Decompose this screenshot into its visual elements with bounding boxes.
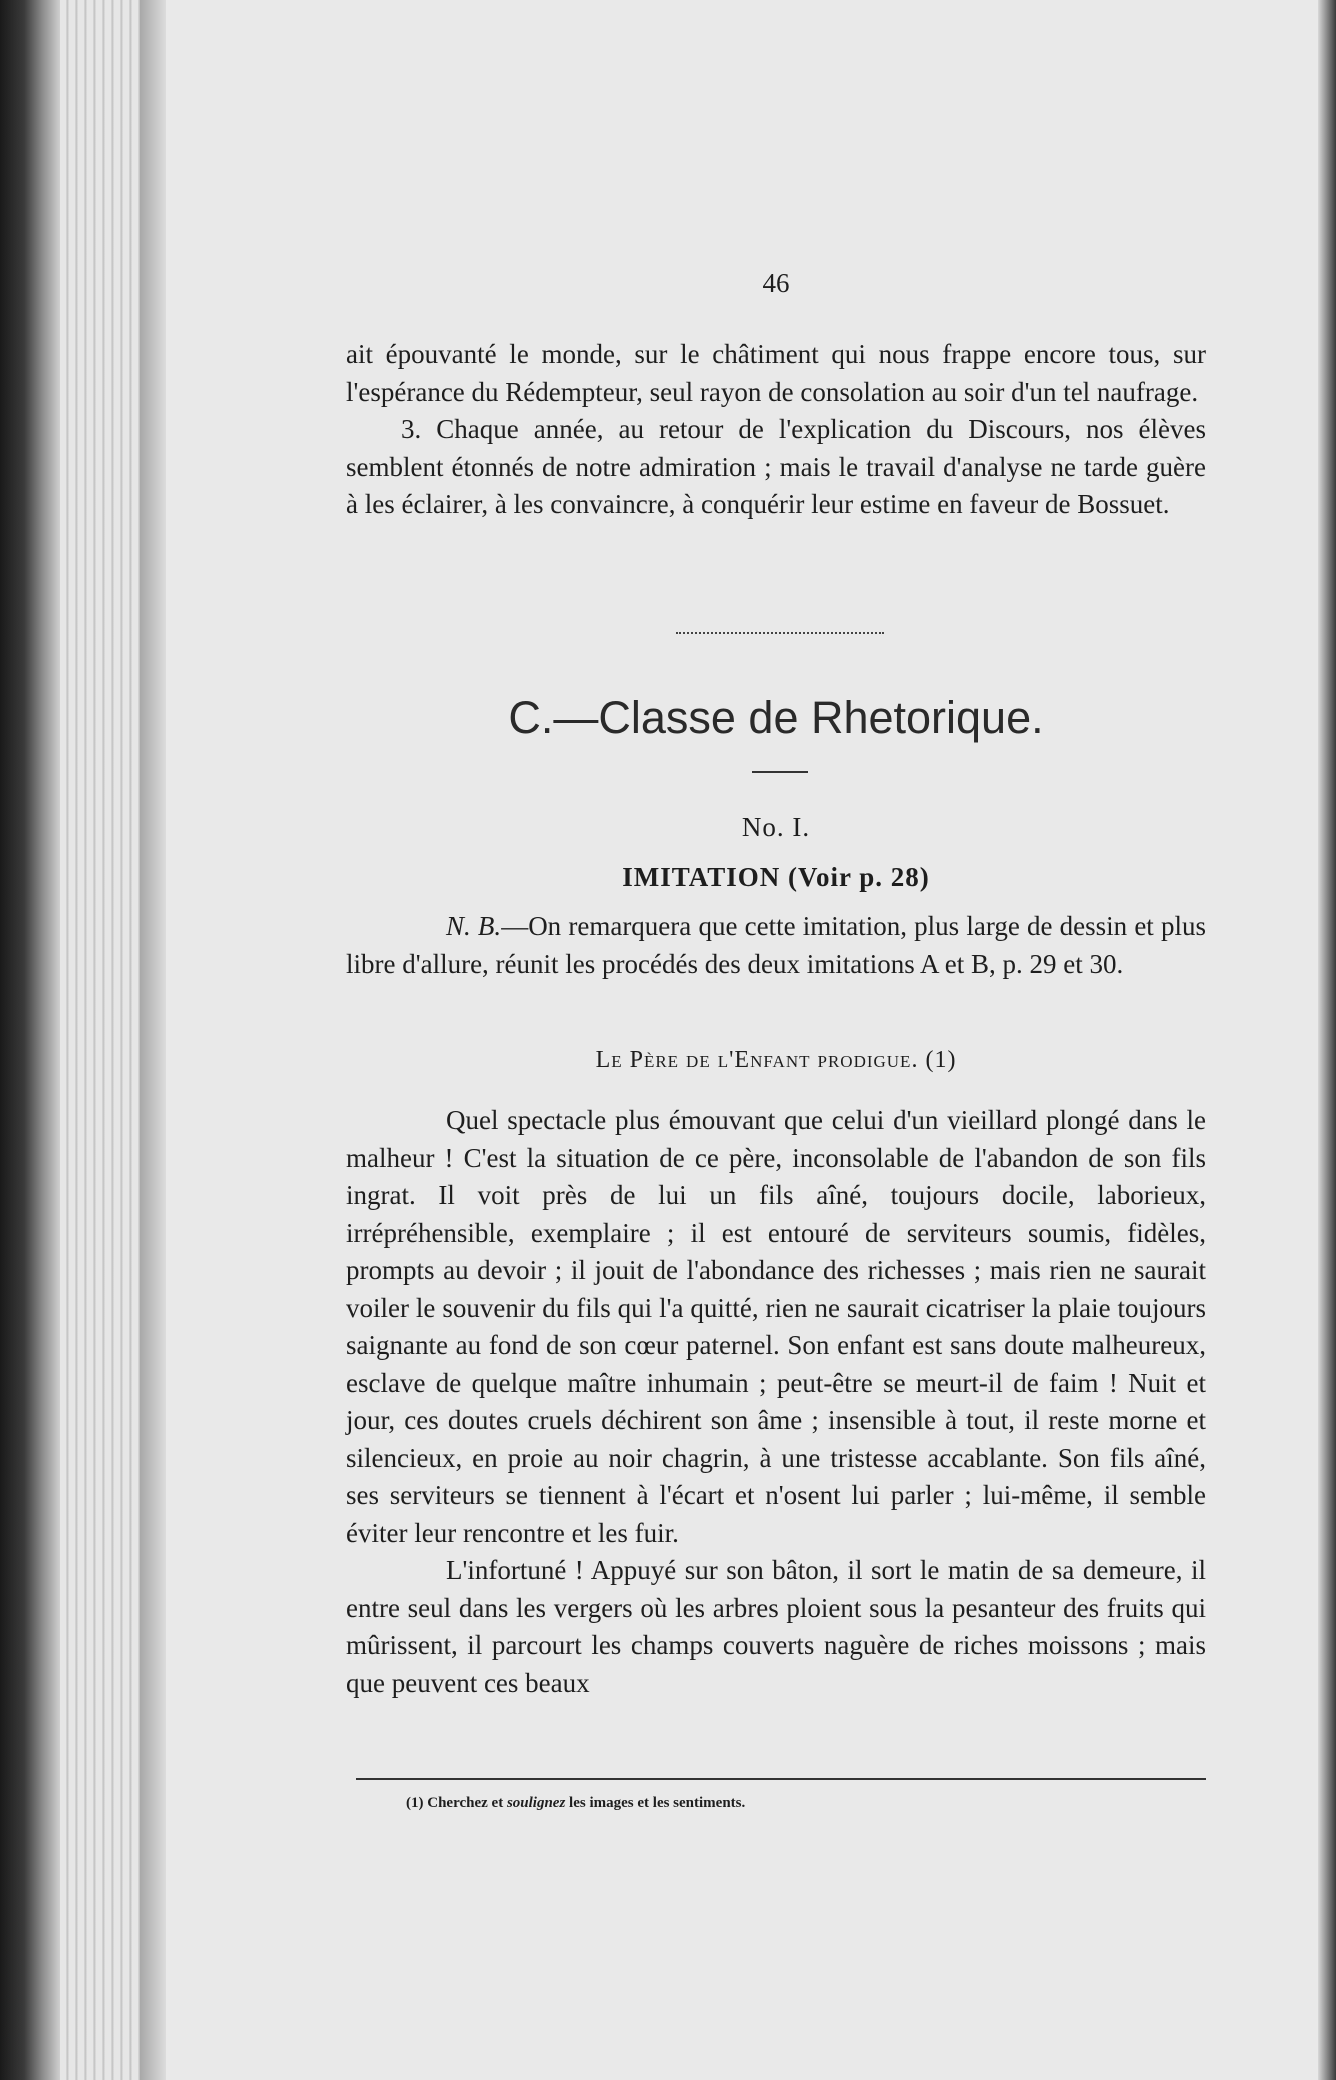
intro-paragraph: ait épouvanté le monde, sur le châtiment qui nous frappe encore tous, sur l'espérance du Rédempteur, seul rayon de consolation au soir d'un tel naufrage.	[346, 339, 1206, 407]
imitation-heading: IMITATION (Voir p. 28)	[622, 862, 930, 892]
intro-paragraph: 3. Chaque année, au retour de l'explication du Discours, nos élèves semblent étonnés de notre admiration ; mais le travail d'analyse ne tarde guère à les éclairer, à les convaincre, à conquérir leur estime en faveur de Bossuet.	[346, 414, 1206, 519]
body-paragraph: L'infortuné ! Appuyé sur son bâton, il sort le matin de sa demeure, il entre seul dans les vergers où les arbres ploient sous la pesanteur des fruits qui mûrissent, il parcourt les champs couverts naguère de riches moissons ; mais que peuvent ces beaux	[346, 1555, 1206, 1698]
piece-title-text: Le Père de l'Enfant prodigue.	[595, 1047, 919, 1073]
footnote	[406, 1795, 1206, 1812]
page-gutter-shadow	[140, 0, 166, 2080]
section-title: C.—Classe de Rhetorique.	[508, 692, 1044, 743]
scan-background-left	[0, 0, 60, 2080]
book-page	[166, 0, 1318, 2080]
footnote-ref: (1)	[925, 1047, 957, 1073]
footnote-text-before: Cherchez et	[423, 1795, 507, 1811]
footnote-text-after: les images et les sentiments.	[565, 1795, 746, 1811]
note-block	[346, 908, 1206, 983]
intro-text	[346, 336, 1206, 524]
note-label: N. B.	[446, 911, 502, 941]
number-label: No. I.	[741, 812, 811, 842]
footnote-number: (1)	[406, 1795, 424, 1811]
short-rule	[752, 771, 808, 773]
dotted-separator	[676, 632, 884, 634]
page-number: 46	[762, 268, 790, 298]
piece-title	[346, 1047, 1206, 1074]
note-text: —On remarquera que cette imitation, plus large de dessin et plus libre d'allure, réunit les procédés des deux imitations A et B, p. 29 et 30.	[346, 911, 1206, 979]
footnote-emphasis: soulignez	[506, 1795, 566, 1811]
scan-background-right	[1318, 0, 1336, 2080]
body-paragraph: Quel spectacle plus émouvant que celui d'un vieillard plongé dans le malheur ! C'est la situation de ce père, inconsolable de l'abandon de son fils ingrat. Il voit près de lui un fils aîné, toujours docile, laborieux, irrépréhensible, exemplaire ; il est entouré de serviteurs soumis, fidèles, prompts au devoir ; il jouit de l'abondance des richesses ; mais rien ne saurait voiler le souvenir du fils qui l'a quitté, rien ne saurait cicatriser la plaie toujours saignante au fond de son cœur paternel. Son enfant est sans doute malheureux, esclave de quelque maître inhumain ; peut-être se meurt-il de faim ! Nuit et jour, ces doutes cruels déchirent son âme ; insensible à tout, il reste morne et silencieux, en proie au noir chagrin, à une tristesse accablante. Son fils aîné, ses serviteurs se tiennent à l'écart et n'osent lui parler ; lui-même, il semble éviter leur rencontre et les fuir.	[346, 1105, 1206, 1548]
footnote-rule	[356, 1778, 1206, 1780]
body-text	[346, 1102, 1206, 1702]
